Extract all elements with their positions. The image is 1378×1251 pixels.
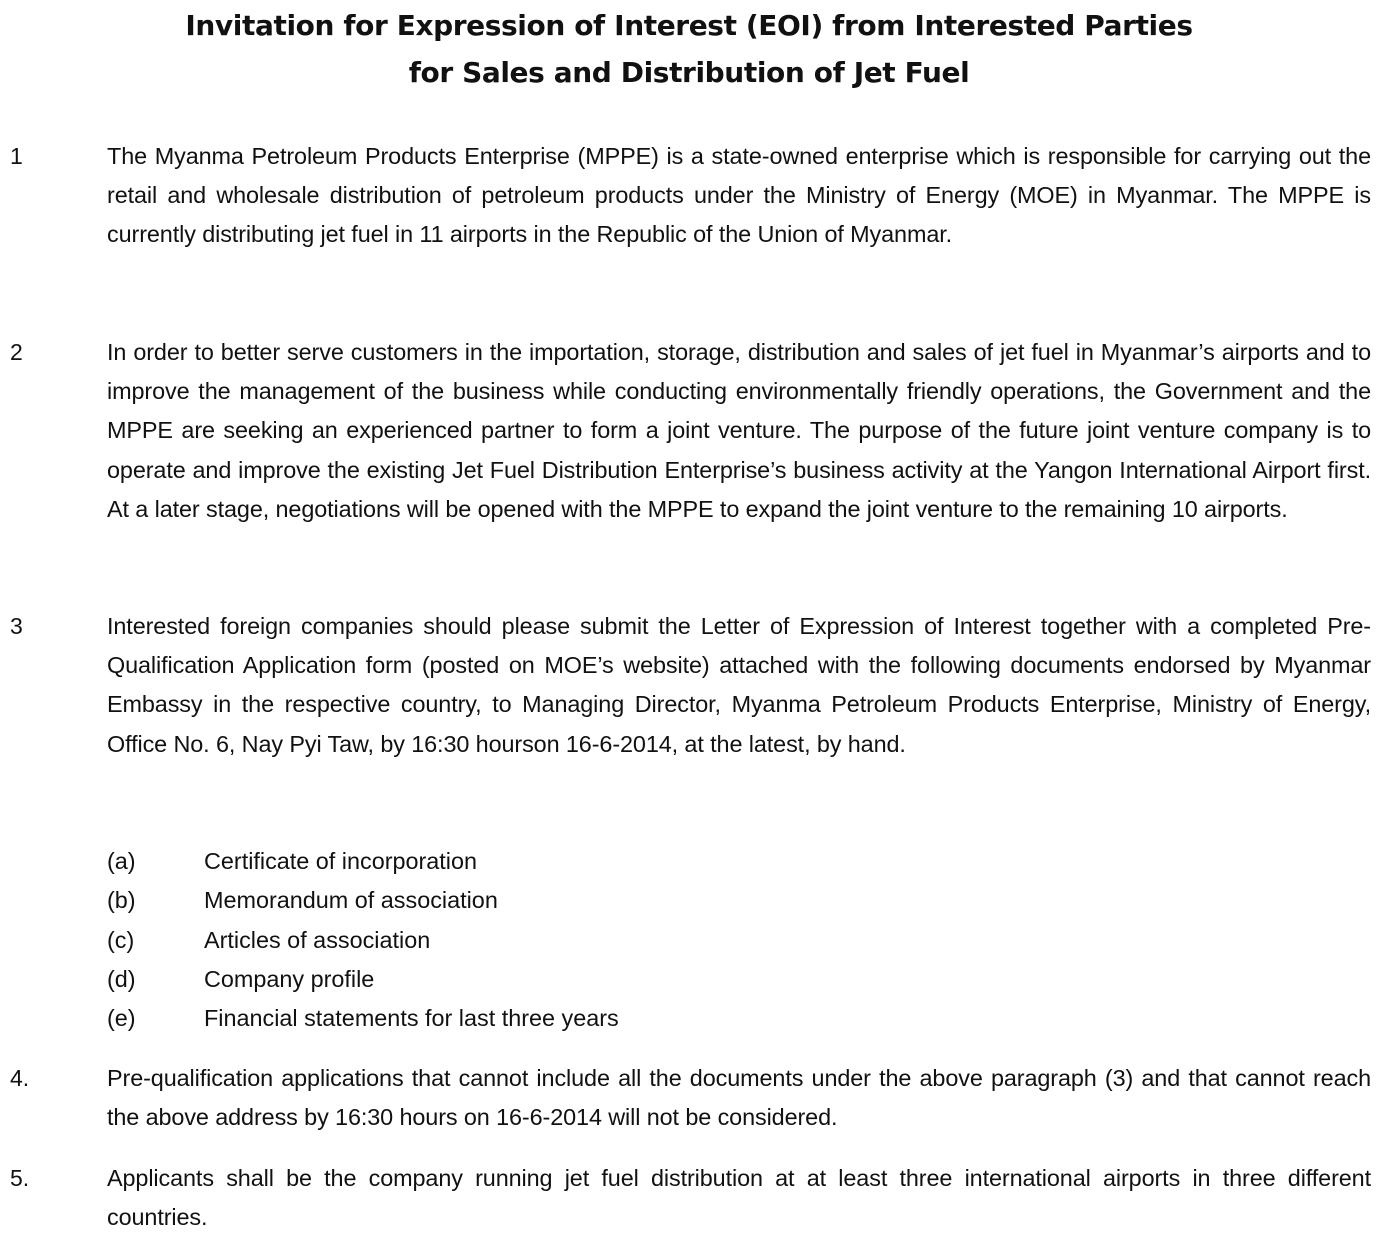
paragraph-number: 5.	[10, 1165, 30, 1191]
list-item-label: (e)	[107, 1005, 136, 1032]
list-item-text: Company profile	[204, 965, 375, 992]
paragraph-text: Pre-qualification applications that cannot include all the documents under the above paragraph (3) and that cannot reach the above address by 16:30 hours on 16-6-2014 will not be considered.	[107, 1065, 1371, 1131]
list-item	[107, 960, 907, 999]
list-item-label: (d)	[107, 965, 136, 992]
list-item-text: Certificate of incorporation	[204, 848, 478, 874]
paragraph-number: 3	[10, 613, 23, 639]
list-item	[107, 999, 907, 1038]
list-item-label: (b)	[107, 887, 136, 914]
required-documents-list	[107, 842, 907, 1038]
list-item	[107, 842, 907, 881]
paragraph-text: Applicants shall be the company running jet fuel distribution at at least three international airports in three different countries.	[107, 1165, 1371, 1231]
paragraph-number: 4.	[10, 1065, 30, 1091]
paragraph-number: 1	[10, 143, 23, 169]
paragraph-number: 2	[10, 339, 23, 365]
list-item	[107, 921, 907, 960]
title-line-2: for Sales and Distribution of Jet Fuel	[408, 56, 970, 89]
list-item	[107, 881, 907, 920]
document-title	[0, 2, 1378, 96]
paragraph-text: In order to better serve customers in the importation, storage, distribution and sales of jet fuel in Myanmar’s airports and to improve the management of the business while conducting environmentally friendly operations, the Government and the MPPE are seeking an experienced partner to form a joint venture. The purpose of the future joint venture company is to operate and improve the existing Jet Fuel Distribution Enterprise’s business activity at the Yangon International Airport first. At a later stage, negotiations will be opened with the MPPE to expand the joint venture to the remaining 10 airports.	[107, 339, 1371, 522]
list-item-text: Memorandum of association	[204, 887, 498, 914]
list-item-label: (a)	[107, 848, 136, 874]
paragraph-text: The Myanma Petroleum Products Enterprise (MPPE) is a state-owned enterprise which is responsible for carrying out the retail and wholesale distribution of petroleum products under the Ministry of Energy (MOE) in Myanmar. The MPPE is currently distributing jet fuel in 11 airports in the Republic of the Union of Myanmar.	[107, 143, 1371, 248]
title-line-1: Invitation for Expression of Interest (EOI) from Interested Parties	[185, 9, 1193, 42]
list-item-text: Financial statements for last three years	[204, 1005, 619, 1032]
list-item-label: (c)	[107, 926, 135, 953]
list-item-text: Articles of association	[204, 926, 431, 953]
paragraph-text: Interested foreign companies should please submit the Letter of Expression of Interest together with a completed Pre-Qualification Application form (posted on MOE’s website) attached with the following documents endorsed by Myanmar Embassy in the respective country, to Managing Director, Myanma Petroleum Products Enterprise, Ministry of Energy, Office No. 6, Nay Pyi Taw, by 16:30 hourson 16-6-2014, at the latest, by hand.	[107, 613, 1371, 757]
